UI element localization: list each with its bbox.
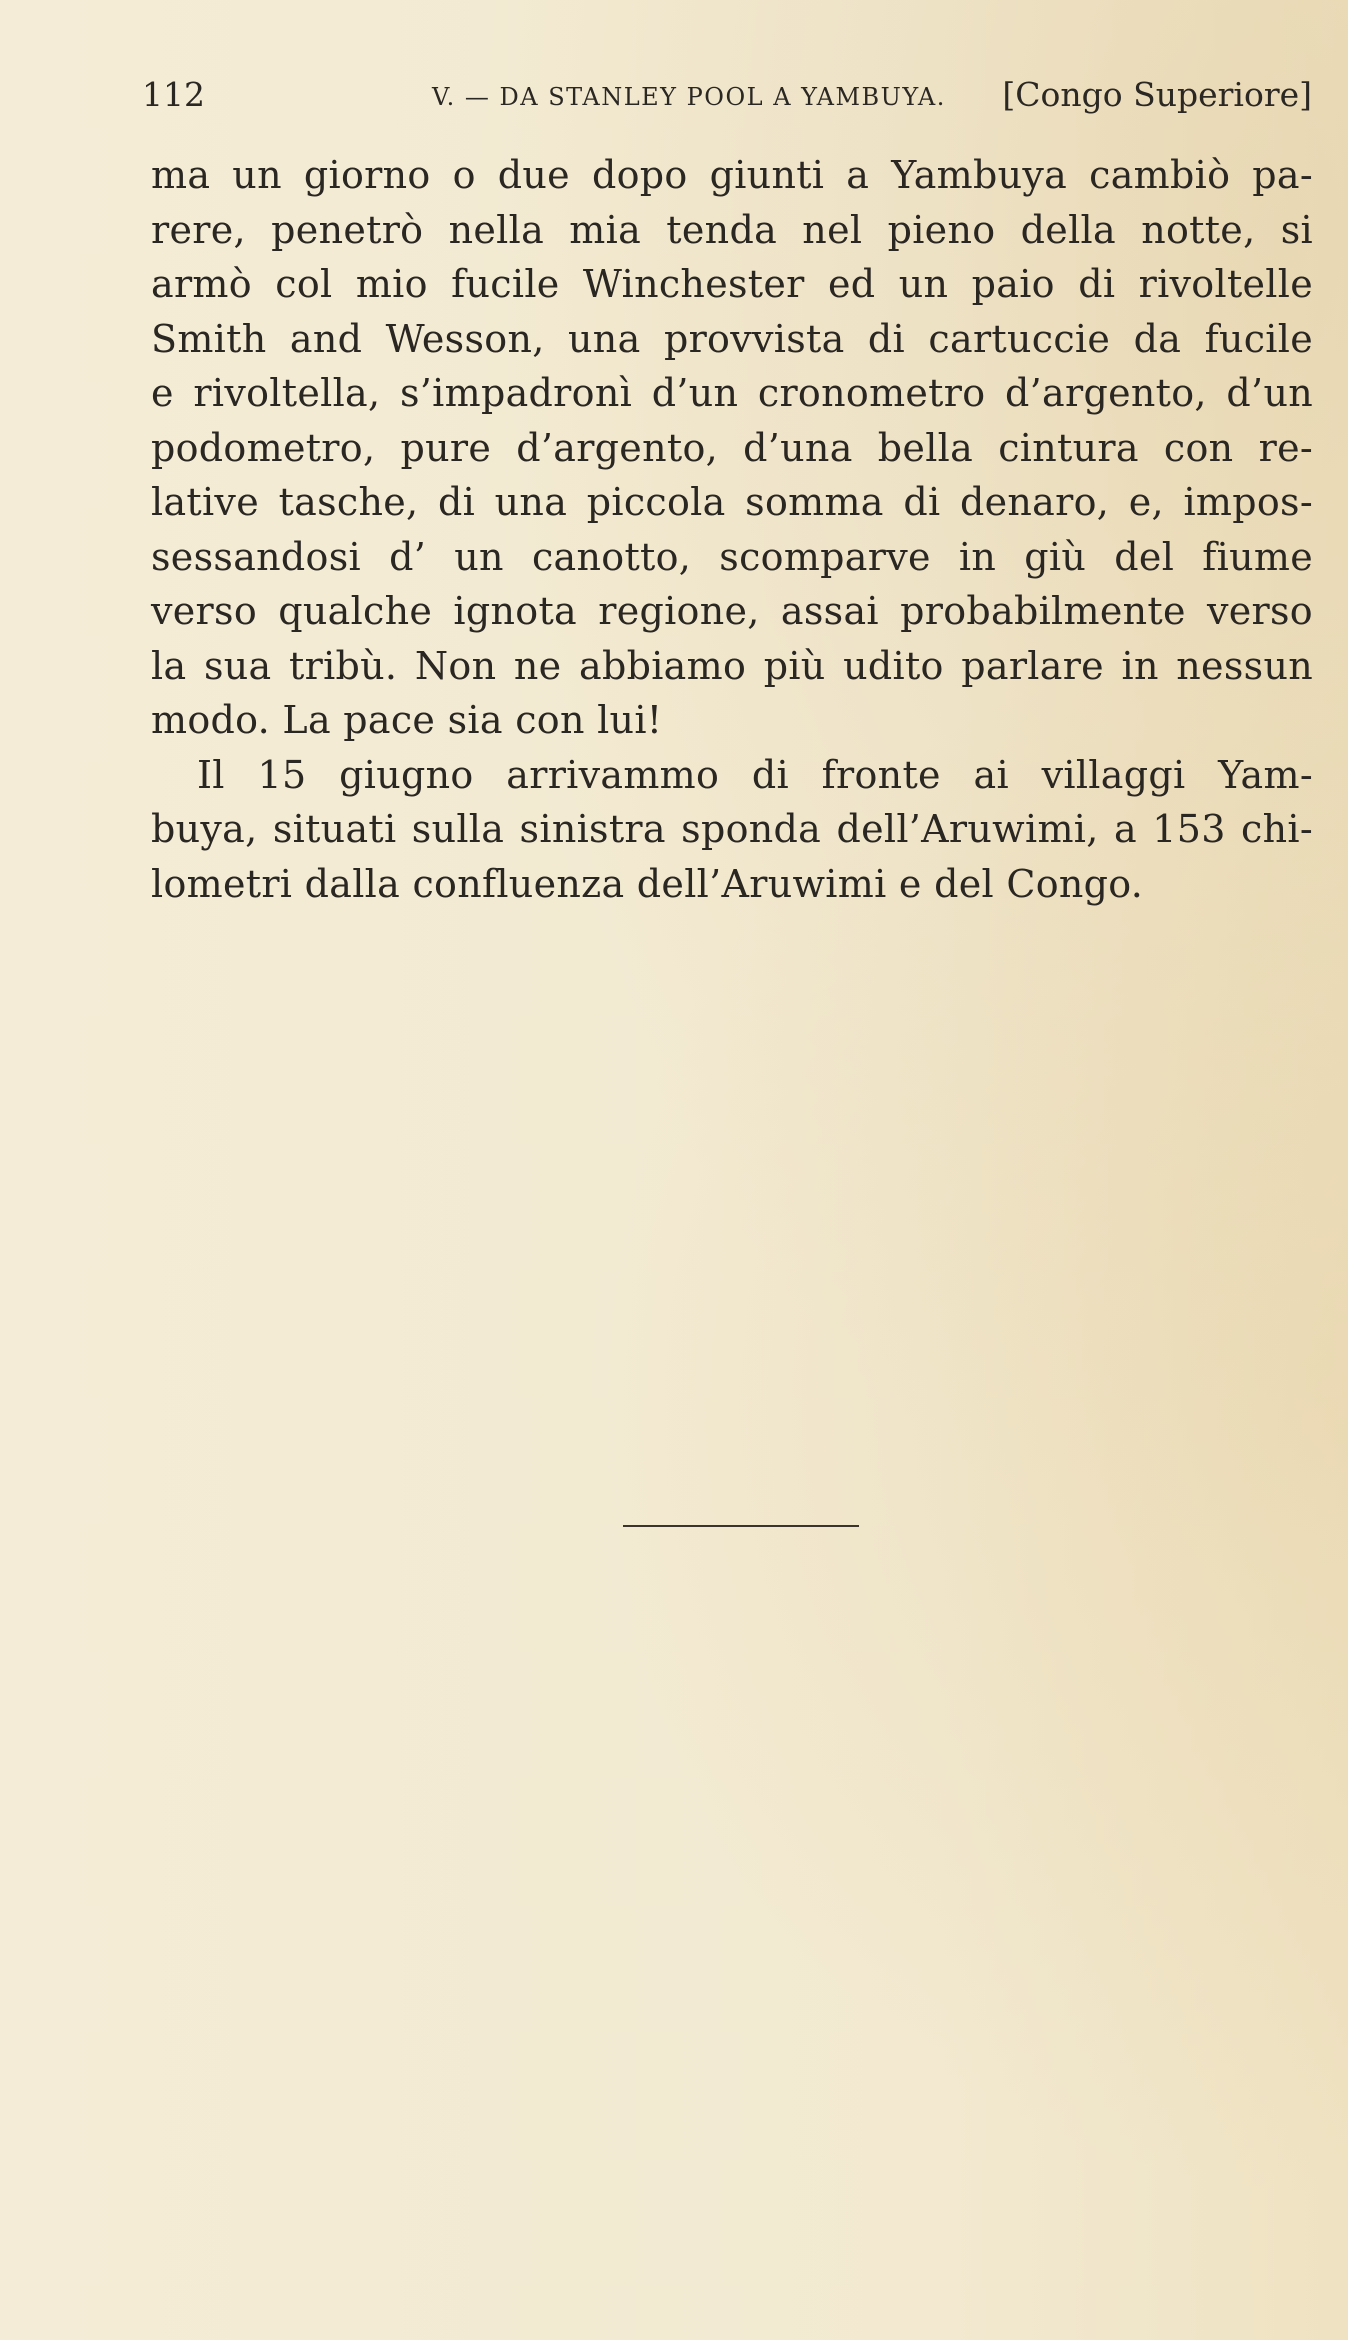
text-line: Il 15 giugno arrivammo di fronte ai villaggi Yam- (197, 752, 1313, 797)
text-line: e rivoltella, s’impadronì d’un cronometro d’argento, d’un (151, 371, 1313, 415)
text-line: ma un giorno o due dopo giunti a Yambuya cambiò pa- (151, 153, 1313, 197)
text-line: modo. La pace sia con lui! (151, 698, 663, 742)
text-line: lative tasche, di una piccola somma di denaro, e, impos- (151, 480, 1313, 524)
chapter-heading: V. — DA STANLEY POOL A YAMBUYA. (432, 83, 946, 111)
text-line: podometro, pure d’argento, d’una bella cintura con re- (151, 425, 1313, 470)
text-line: buya, situati sulla sinistra sponda dell’Aruwimi, a 153 chi- (151, 807, 1313, 851)
text-line: rere, penetrò nella mia tenda nel pieno della notte, si (151, 207, 1313, 252)
text-line: lometri dalla confluenza dell’Aruwimi e del Congo. (151, 861, 1144, 906)
text-line: verso qualche ignota regione, assai probabilmente verso (151, 589, 1313, 633)
text-line: sessandosi d’ un canotto, scomparve in giù del fiume (151, 534, 1313, 579)
text-line: armò col mio fucile Winchester ed un paio di rivoltelle (151, 262, 1313, 306)
body-text (151, 148, 1313, 911)
section-heading: [Congo Superiore] (1002, 75, 1312, 114)
page-number: 112 (142, 75, 205, 114)
text-line: Smith and Wesson, una provvista di cartuccie da fucile (151, 316, 1313, 361)
section-end-rule (623, 1525, 859, 1527)
running-head (142, 70, 1312, 120)
text-line: la sua tribù. Non ne abbiamo più udito parlare in nessun (151, 643, 1313, 688)
